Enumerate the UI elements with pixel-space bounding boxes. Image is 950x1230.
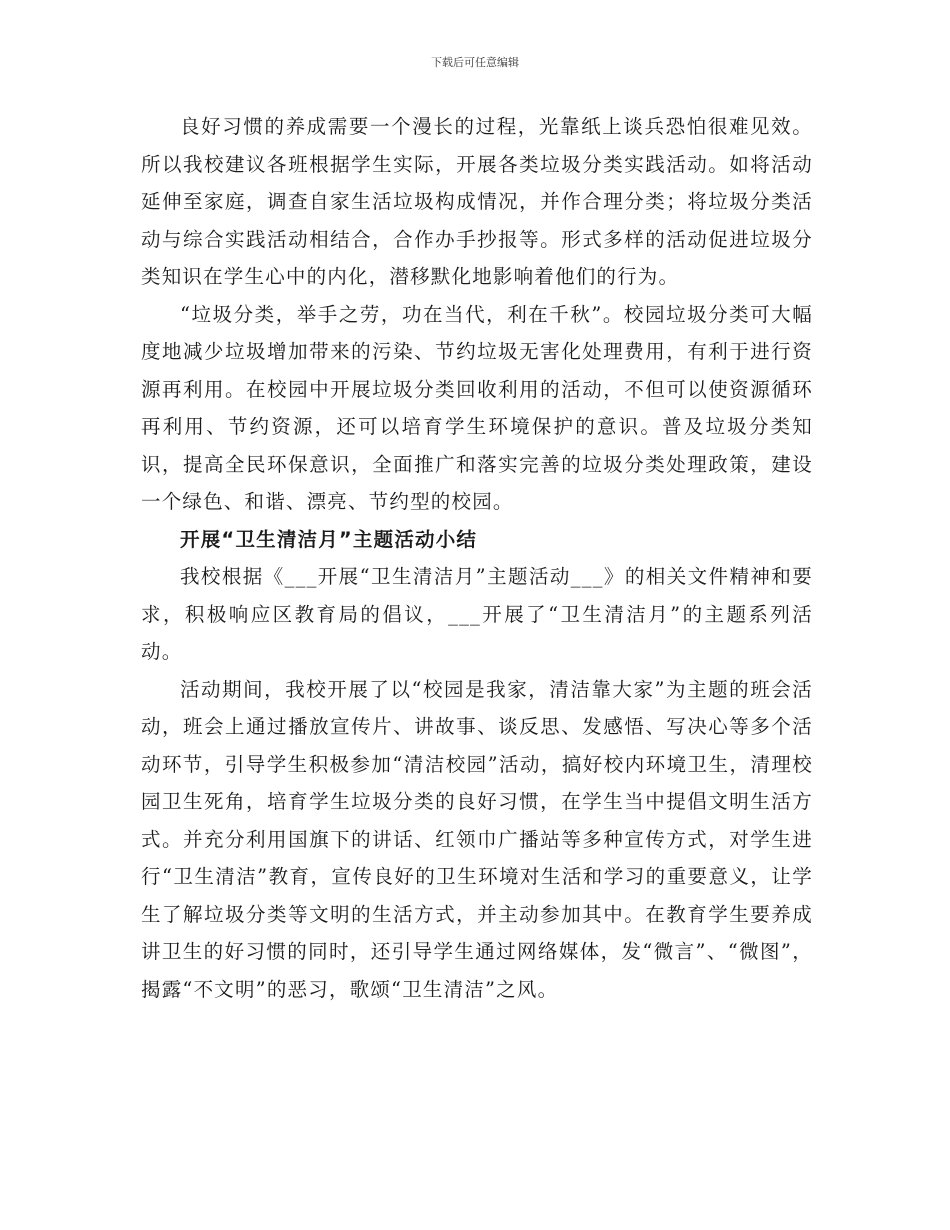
paragraph-garbage-sorting-benefits: “垃圾分类，举手之劳，功在当代，利在千秋”。校园垃圾分类可大幅度地减少垃圾增加带来的污染、节约垃圾无害化处理费用，有利于进行资源再利用。在校园中开展垃圾分类回收利用的活动，不但可以使资源循环再利用、节约资源，还可以培育学生环境保护的意识。普及垃圾分类知识，提高全民环保意识，全面推广和落实完善的垃圾分类处理政策，建设一个绿色、和谐、漂亮、节约型的校园。 xyxy=(141,302,813,513)
page-header-note: 下载后可任意编辑 xyxy=(431,56,519,69)
paragraph-habit-formation: 良好习惯的养成需要一个漫长的过程，光靠纸上谈兵恐怕很难见效。所以我校建议各班根据学生实际，开展各类垃圾分类实践活动。如将活动延伸至家庭，调查自家生活垃圾构成情况，并作合理分类；将垃圾分类活动与综合实践活动相结合，合作办手抄报等。形式多样的活动促进垃圾分类知识在学生心中的内化，潜移默化地影响着他们的行为。 xyxy=(141,115,813,288)
document-body xyxy=(141,108,813,1008)
paragraph-activity-intro: 我校根据《___开展“卫生清洁月”主题活动___》的相关文件精神和要求，积极响应区教育局的倡议，___开展了“卫生清洁月”的主题系列活动。 xyxy=(141,565,813,663)
section-heading: 开展“卫生清洁月”主题活动小结 xyxy=(180,527,478,551)
paragraph-activity-details: 活动期间，我校开展了以“校园是我家，清洁靠大家”为主题的班会活动，班会上通过播放宣传片、讲故事、谈反思、发感悟、写决心等多个活动环节，引导学生积极参加“清洁校园”活动，搞好校内环境卫生，清理校园卫生死角，培育学生垃圾分类的良好习惯，在学生当中提倡文明生活方式。并充分利用国旗下的讲话、红领巾广播站等多种宣传方式，对学生进行“卫生清洁”教育，宣传良好的卫生环境对生活和学习的重要意义，让学生了解垃圾分类等文明的生活方式，并主动参加其中。在教育学生要养成讲卫生的好习惯的同时，还引导学生通过网络媒体，发“微言”、“微图”，揭露“不文明”的恶习，歌颂“卫生清洁”之风。 xyxy=(141,677,813,1001)
